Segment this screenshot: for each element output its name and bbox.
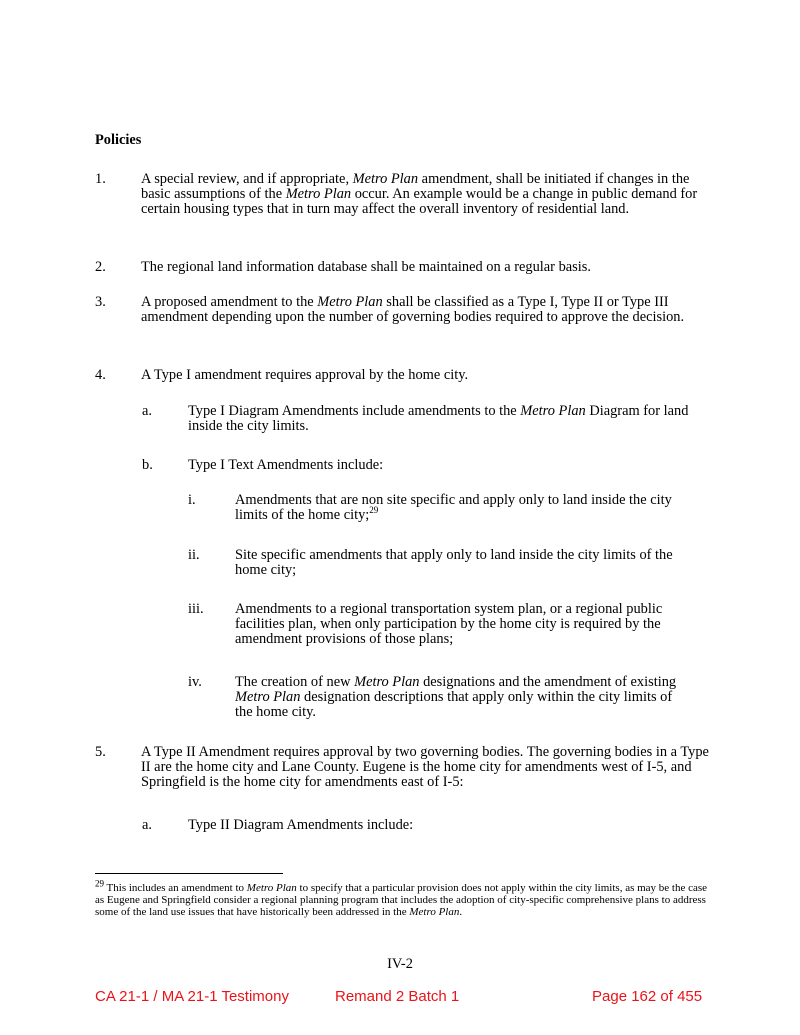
text-run: Type I Text Amendments include: [188,457,384,473]
item-number: 1. [95,171,106,187]
policy-paragraph [141,260,721,275]
item-number: 4. [95,367,106,383]
italic-title: Metro Plan [235,689,301,705]
text-run: A Type II Amendment requires approval by two governing bodies. The governing bodies in a Type II are the home city and Lane County. Eugene is the home city for amendments west of I-5, and Springfield is the home city for amendments east of I-5: [141,744,709,790]
text-run: Amendments that are non site specific and apply only to land inside the city limits of the home city; [235,492,672,523]
roman-numeral: iv. [188,674,202,690]
sub-sub-paragraph [235,675,690,720]
footer-testimony-label: CA 21-1 / MA 21-1 Testimony [95,988,289,1005]
sub-item-letter: a. [142,817,152,833]
sub-paragraph [188,458,718,473]
text-run: Type II Diagram Amendments include: [188,817,414,833]
roman-numeral: i. [188,492,196,508]
sub-sub-paragraph [235,548,705,578]
policy-paragraph [141,745,721,790]
sub-sub-paragraph [235,602,705,647]
text-run: A Type I amendment requires approval by the home city. [141,367,469,383]
sub-paragraph [188,818,718,833]
item-number: 5. [95,744,106,760]
text-run: This includes an amendment to [104,882,247,894]
footnote-ref: 29 [369,505,379,516]
text-run: Site specific amendments that apply only to land inside the city limits of the home city; [235,547,673,578]
italic-title: Metro Plan [352,171,419,187]
policy-paragraph [141,172,721,217]
text-run: to specify that a particular provision does not apply within the city limits, as may be the case as Eugene and Springfield consider a regional planning program that includes the adoption of city-specific comprehensive plans to address some of the land use issues that have historically been addressed in the [95,882,708,918]
sub-sub-paragraph [235,493,705,523]
italic-title: Metro Plan [285,186,352,202]
sub-item-letter: b. [142,457,153,473]
italic-title: Metro Plan [520,403,586,419]
footer-page-count: Page 162 of 455 [592,988,703,1005]
text-run: amendment, shall be initiated if changes in the basic assumptions of the [141,171,690,202]
sub-item-letter: a. [142,403,152,419]
footer-batch-label: Remand 2 Batch 1 [335,988,460,1005]
italic-title: Metro Plan [246,882,297,894]
item-number: 3. [95,294,106,310]
text-run: designation descriptions that apply only within the city limits of the home city. [235,689,673,720]
text-run: A proposed amendment to the [141,294,318,310]
policy-paragraph [141,295,711,325]
text-run: Amendments to a regional transportation system plan, or a regional public facilities plan, when only participation by the home city is required by the amendment provisions of those plans; [235,601,663,647]
footnote-marker: 29 [95,878,104,889]
footnote [95,878,709,918]
page-number: IV-2 [387,956,413,972]
roman-numeral: ii. [188,547,200,563]
item-number: 2. [95,259,106,275]
text-run: Diagram for land inside the city limits. [188,403,689,434]
text-run: The creation of new [235,674,355,690]
footnote-separator [95,873,283,874]
text-run: designations and the amendment of existing [419,674,677,690]
text-run: The regional land information database shall be maintained on a regular basis. [141,259,591,275]
section-heading: Policies [95,132,142,148]
sub-paragraph [188,404,718,434]
policy-paragraph [141,368,711,383]
italic-title: Metro Plan [409,906,460,918]
footnote-text [95,882,707,918]
text-run: Type I Diagram Amendments include amendments to the [188,403,521,419]
text-run: shall be classified as a Type I, Type II or Type III amendment depending upon the number of governing bodies required to approve the decision. [141,294,685,325]
text-run: A special review, and if appropriate, [141,171,353,187]
italic-title: Metro Plan [317,294,383,310]
text-run: . [459,906,463,918]
roman-numeral: iii. [188,601,204,617]
italic-title: Metro Plan [354,674,420,690]
text-run: occur. An example would be a change in public demand for certain housing types that in turn may affect the overall inventory of residential land. [141,186,698,217]
